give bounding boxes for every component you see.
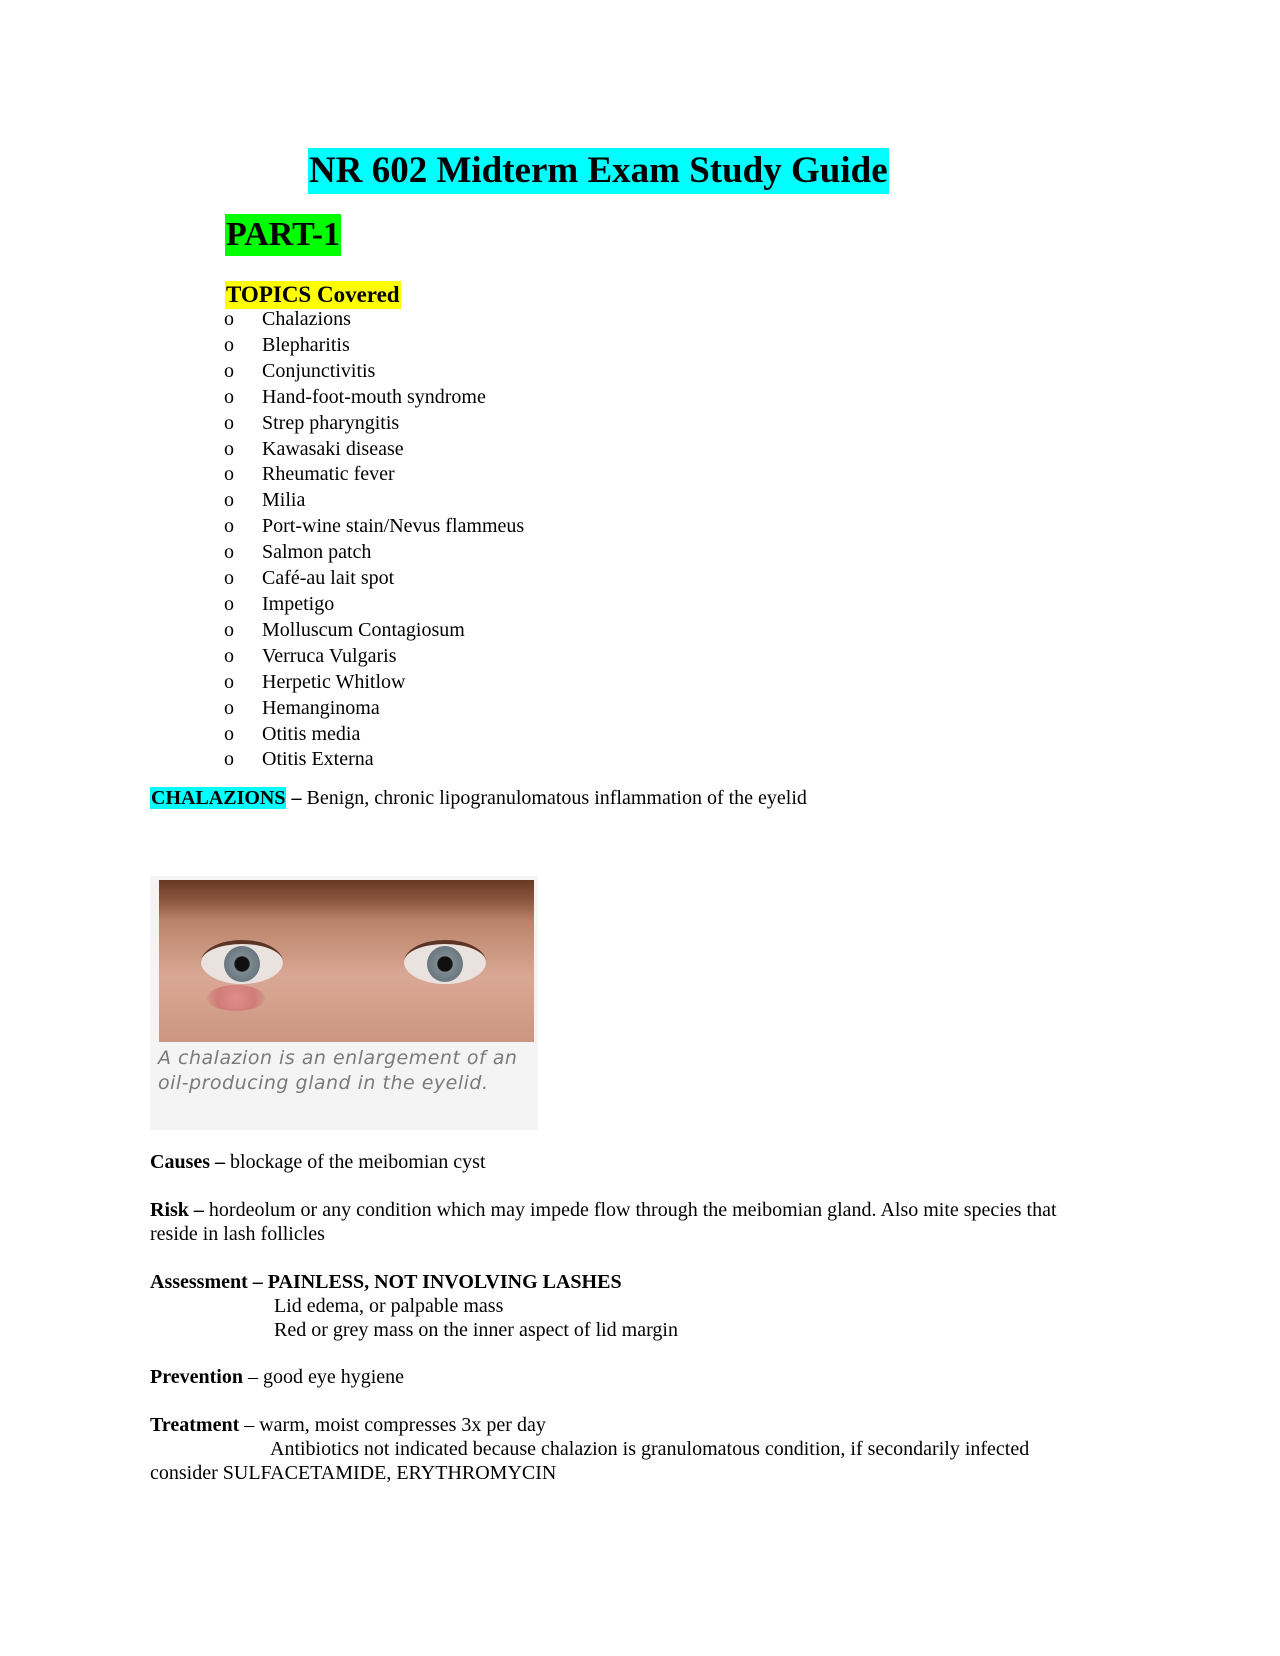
bullet-marker: o <box>224 515 234 538</box>
causes-text: blockage of the meibomian cyst <box>225 1151 486 1173</box>
part-heading: PART-1 <box>225 214 341 256</box>
topic-label: Milia <box>262 489 306 512</box>
prevention-text: – good eye hygiene <box>242 1366 405 1388</box>
treatment-line <box>150 1413 546 1437</box>
topic-item <box>224 670 524 696</box>
bullet-marker: o <box>224 437 234 460</box>
risk-label: Risk – <box>150 1199 204 1221</box>
topic-label: Chalazions <box>262 308 351 330</box>
chalazions-heading: CHALAZIONS <box>151 787 286 809</box>
bullet-marker: o <box>224 489 234 512</box>
bullet-marker: o <box>224 644 234 667</box>
topic-item <box>224 333 524 359</box>
bullet-marker: o <box>224 696 234 719</box>
risk-text: hordeolum or any condition which may impede flow through the meibomian gland. Also mite species that <box>203 1199 1057 1221</box>
topic-item <box>224 488 524 514</box>
topic-label: Verruca Vulgaris <box>262 644 397 667</box>
chalazions-definition <box>150 786 807 810</box>
topic-label: Otitis media <box>262 722 361 745</box>
prevention-line <box>150 1365 404 1389</box>
bullet-marker: o <box>224 722 234 745</box>
bullet-marker: o <box>224 592 234 615</box>
topic-item <box>224 747 524 773</box>
topic-item <box>224 618 524 644</box>
bullet-marker: o <box>224 618 234 641</box>
risk-line <box>150 1198 1057 1222</box>
bullet-marker: o <box>224 359 234 382</box>
topic-label: Café-au lait spot <box>262 567 395 590</box>
assessment-label: Assessment – PAINLESS, NOT INVOLVING LASHES <box>150 1271 622 1293</box>
chalazion-figure <box>150 876 538 1130</box>
topic-item <box>224 696 524 722</box>
topic-item <box>224 514 524 540</box>
topic-item <box>224 411 524 437</box>
topic-label: Blepharitis <box>262 333 350 356</box>
assessment-item-1: Lid edema, or palpable mass <box>274 1295 504 1317</box>
topic-label: Impetigo <box>262 592 335 615</box>
topics-list <box>224 307 524 773</box>
topic-item <box>224 359 524 385</box>
treatment-text: – warm, moist compresses 3x per day <box>239 1414 546 1436</box>
bullet-marker: o <box>224 541 234 564</box>
bullet-marker: o <box>224 385 234 408</box>
assessment-item-2: Red or grey mass on the inner aspect of lid margin <box>274 1319 678 1341</box>
figure-caption: A chalazion is an enlargement of an oil-producing gland in the eyelid. <box>158 1047 518 1094</box>
bullet-marker: o <box>224 463 234 486</box>
treatment-line-2: Antibiotics not indicated because chalazion is granulomatous condition, if secondarily infected <box>270 1438 1030 1460</box>
bullet-marker: o <box>224 567 234 590</box>
causes-line <box>150 1150 486 1174</box>
bullet-marker: o <box>224 411 234 434</box>
topic-item <box>224 437 524 463</box>
topic-label: Hemanginoma <box>262 696 380 719</box>
topic-label: Conjunctivitis <box>262 359 376 382</box>
assessment-line <box>150 1270 622 1294</box>
topic-item <box>224 540 524 566</box>
treatment-line-3: consider SULFACETAMIDE, ERYTHROMYCIN <box>150 1462 557 1484</box>
bullet-marker: o <box>224 308 234 330</box>
document-title: NR 602 Midterm Exam Study Guide <box>308 148 889 194</box>
prevention-label: Prevention <box>150 1366 243 1388</box>
topic-label: Hand-foot-mouth syndrome <box>262 385 486 408</box>
chalazion-lesion <box>207 985 265 1011</box>
topic-label: Herpetic Whitlow <box>262 670 406 693</box>
topic-label: Molluscum Contagiosum <box>262 618 465 641</box>
topic-label: Rheumatic fever <box>262 463 395 486</box>
topic-label: Port-wine stain/Nevus flammeus <box>262 515 525 538</box>
chalazions-dash: – <box>286 787 302 809</box>
topic-item <box>224 385 524 411</box>
bullet-marker: o <box>224 748 234 771</box>
topic-label: Kawasaki disease <box>262 437 404 460</box>
topic-label: Strep pharyngitis <box>262 411 400 434</box>
bullet-marker: o <box>224 333 234 356</box>
topic-label: Salmon patch <box>262 541 372 564</box>
topic-item <box>224 592 524 618</box>
topic-label: Otitis Externa <box>262 748 374 771</box>
topic-item <box>224 307 524 333</box>
risk-line-2: reside in lash follicles <box>150 1223 325 1245</box>
topic-item <box>224 644 524 670</box>
bullet-marker: o <box>224 670 234 693</box>
treatment-label: Treatment <box>150 1414 240 1436</box>
topic-item <box>224 462 524 488</box>
topic-item <box>224 722 524 748</box>
causes-label: Causes – <box>150 1151 226 1173</box>
topic-item <box>224 566 524 592</box>
topics-heading: TOPICS Covered <box>226 282 400 307</box>
chalazion-photo <box>159 880 534 1042</box>
chalazions-definition-text: Benign, chronic lipogranulomatous inflammation of the eyelid <box>301 787 807 809</box>
